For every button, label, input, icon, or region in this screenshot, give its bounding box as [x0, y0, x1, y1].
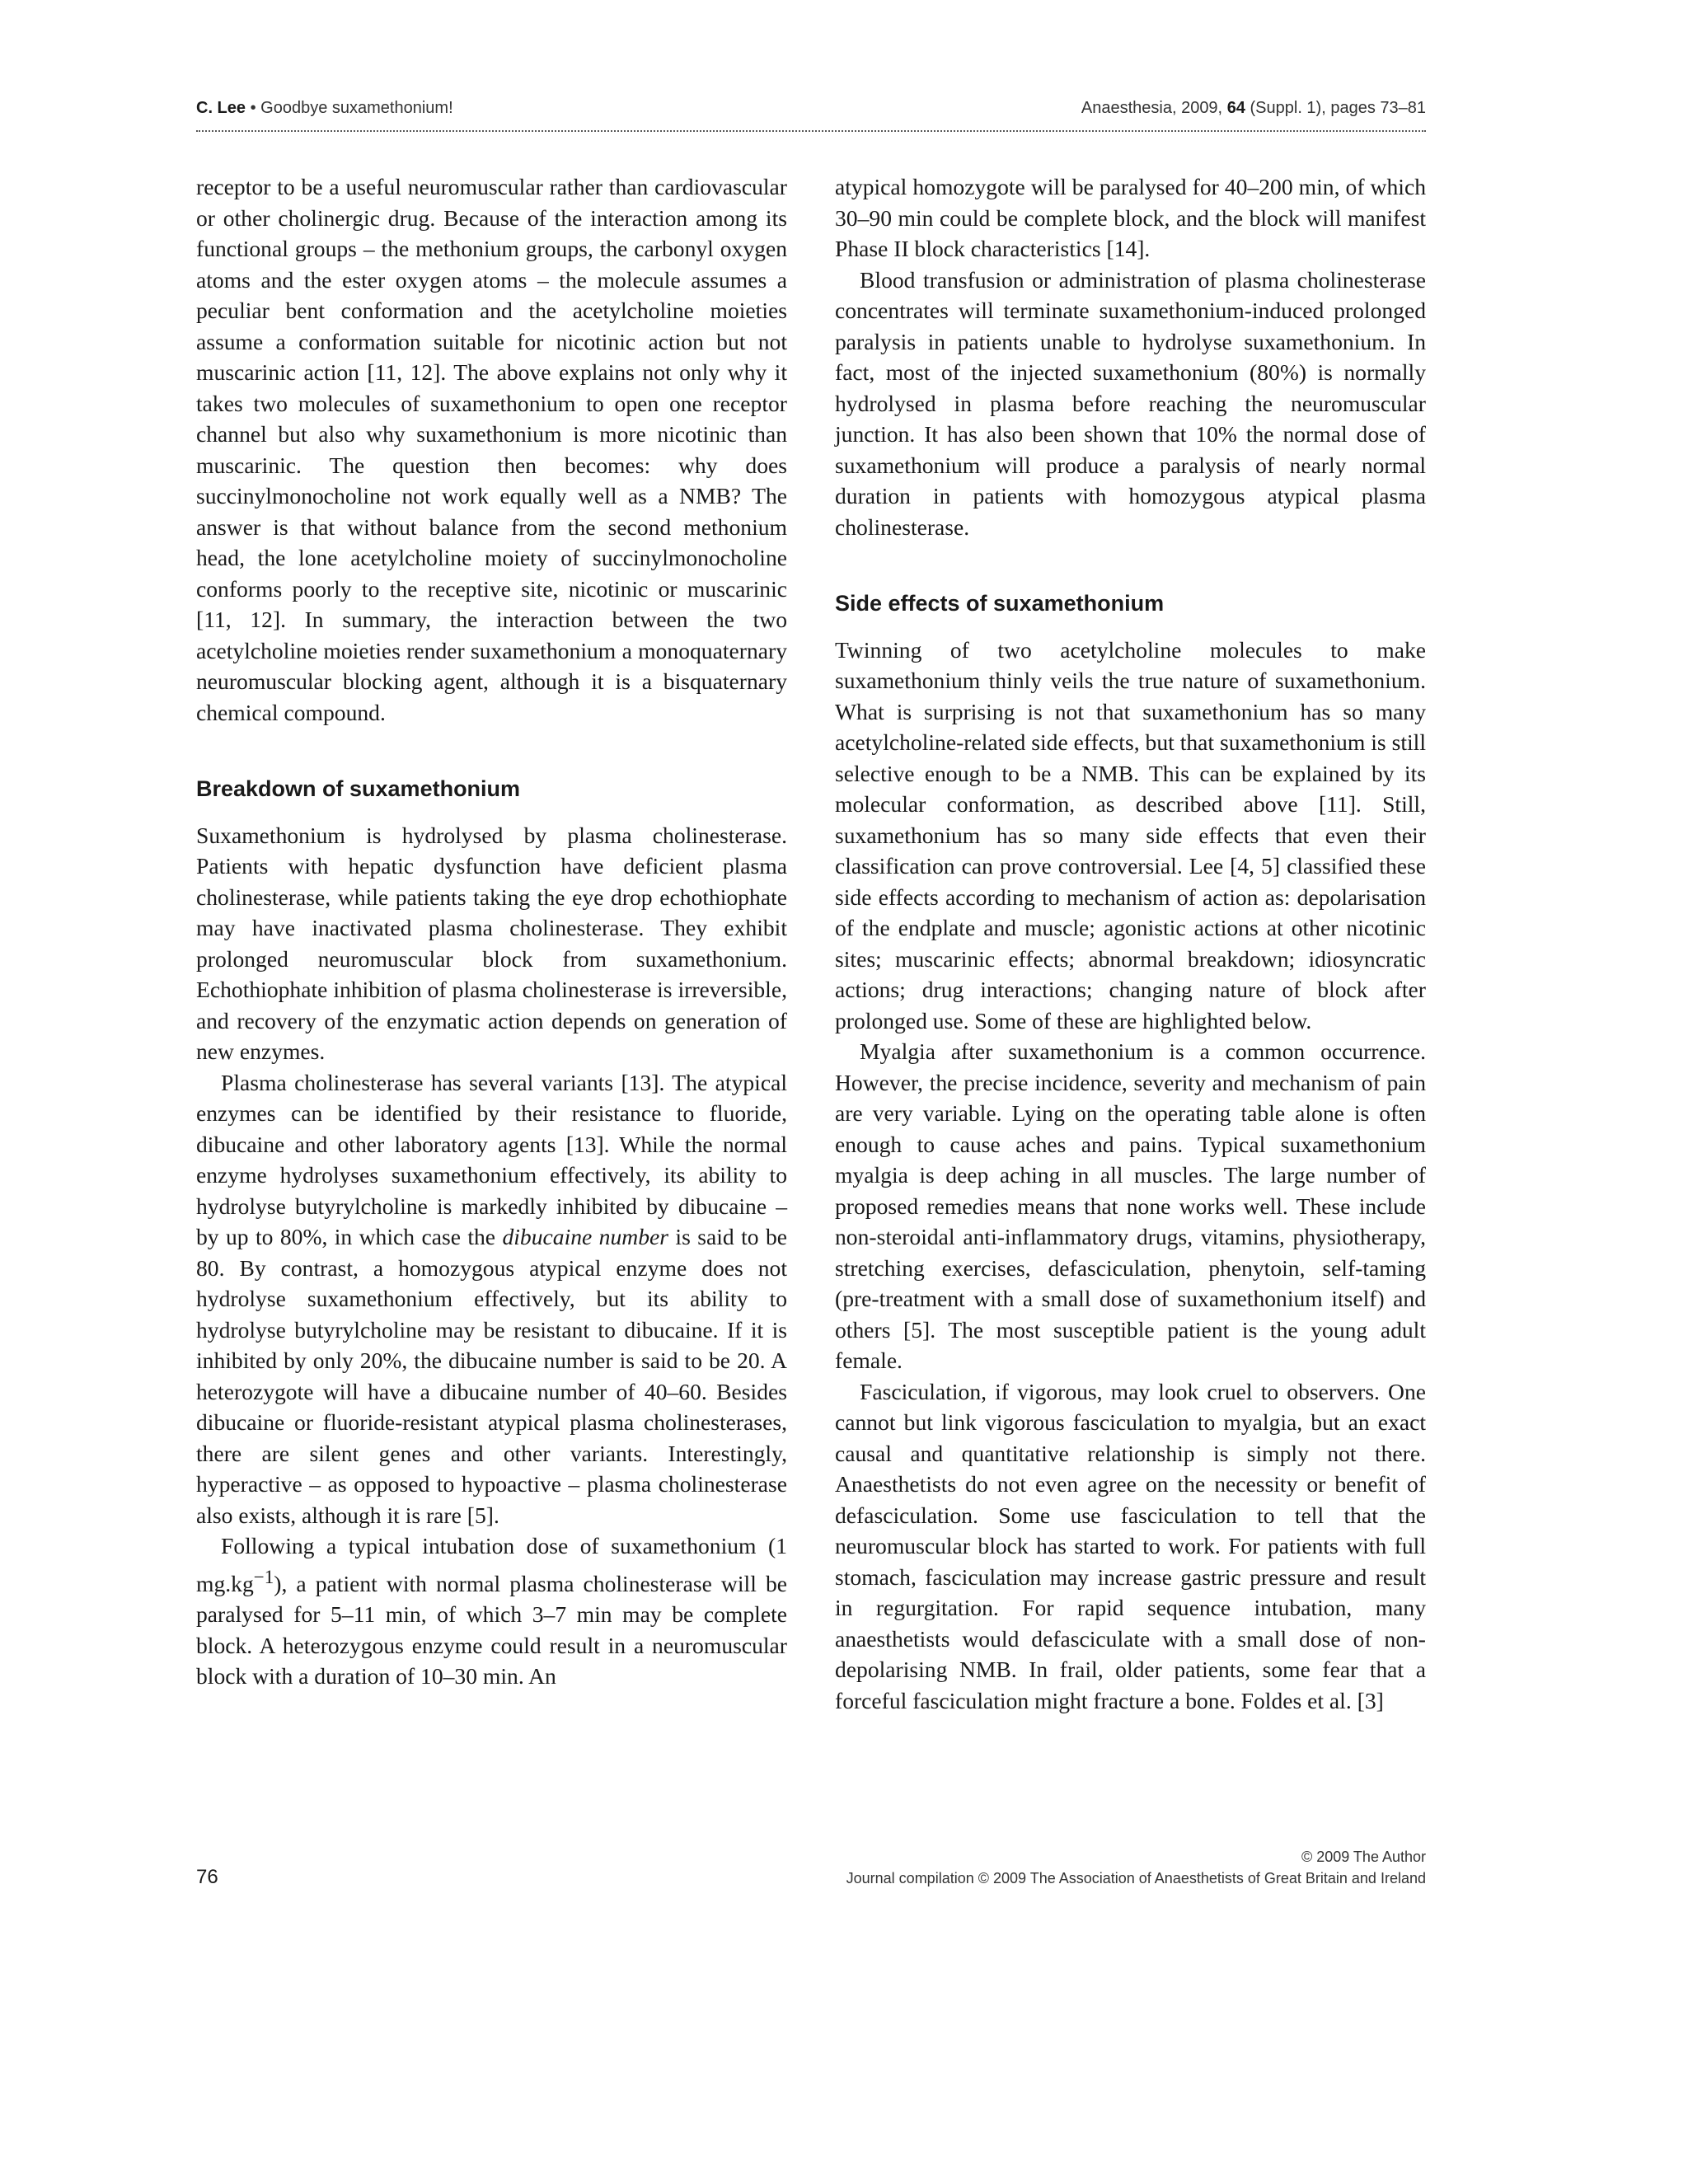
- section-heading-breakdown: Breakdown of suxamethonium: [196, 776, 521, 801]
- right-paragraph-5: Fasciculation, if vigorous, may look cruel to observers. One cannot but link vigorous fasciculation to myalgia, but an exact causal and quantitative relationship is simply not there. Anaesthetists do not even agree on the necessity or benefit of defasciculation. Some use fasciculation to tell that the neuromuscular block has started to work. For patients with full stomach, fasciculation may increase gastric pressure and result in regurgitation. For rapid sequence intubation, many anaesthetists would defasciculate with a small dose of non-depolarising NMB. In frail, older patients, some fear that a forceful fasciculation might fracture a bone. Foldes et al. [3]: [835, 1378, 1426, 1713]
- left-paragraph-1: receptor to be a useful neuromuscular rather than cardiovascular or other cholinergic drug. Because of the interaction among its functional groups – the methonium groups, the carbonyl oxygen atoms and the ester oxygen atoms – the molecule assumes a peculiar bent conformation and the acetylcholine moieties assume a conformation suitable for nicotinic action but not muscarinic action [11, 12]. The above explains not only why it takes two molecules of suxamethonium to open one receptor channel but also why suxamethonium is more nicotinic than muscarinic. The question then becomes: why does succinylmonocholine not work equally well as a NMB? The answer is that without balance from the second methonium head, the lone acetylcholine moiety of succinylmonocholine conforms poorly to the receptive site, nicotinic or muscarinic [11, 12]. In summary, the interaction between the two acetylcholine moieties render suxamethonium a monoquaternary neuromuscular blocking agent, although it is a bisquaternary chemical compound.: [196, 174, 787, 725]
- header-author: C. Lee: [196, 99, 246, 117]
- left-paragraph-4: [196, 1530, 787, 1692]
- right-paragraph-1: atypical homozygote will be paralysed for 40–200 min, of which 30–90 min could be complete block, and the block will manifest Phase II block characteristics [14].: [835, 174, 1426, 261]
- header-journal: Anaesthesia, 2009,: [1081, 99, 1223, 117]
- header-bullet: •: [250, 99, 256, 117]
- header-left: [196, 99, 453, 118]
- running-header: [196, 99, 1426, 132]
- header-divider: [196, 130, 1426, 132]
- p3-emphasis: dibucaine number: [502, 1224, 668, 1249]
- copyright-line-1: © 2009 The Author: [1301, 1849, 1426, 1865]
- copyright-notice: [846, 1846, 1426, 1889]
- left-column: [196, 171, 787, 1692]
- header-right: [1081, 99, 1426, 118]
- p4-superscript: −1: [253, 1566, 274, 1587]
- right-paragraph-2: Blood transfusion or administration of plasma cholinesterase concentrates will terminate suxamethonium-induced prolonged paralysis in patients unable to hydrolyse suxamethonium. In fact, most of the injected suxamethonium (80%) is normally hydrolysed in plasma before reaching the neuromuscular junction. It has also been shown that 10% the normal dose of suxamethonium will produce a paralysis of nearly normal duration in patients with homozygous atypical plasma cholinesterase.: [835, 266, 1426, 540]
- right-column: [835, 171, 1426, 1716]
- p4-text-b: ), a patient with normal plasma cholinesterase will be paralysed for 5–11 min, of which 3–7 min may be complete block. A heterozygous enzyme could result in a neuromuscular block with a duration of 10–30 min. An: [196, 1570, 787, 1690]
- copyright-line-2: Journal compilation © 2009 The Association of Anaesthetists of Great Britain and Ireland: [846, 1870, 1426, 1886]
- left-paragraph-2: Suxamethonium is hydrolysed by plasma cholinesterase. Patients with hepatic dysfunction have deficient plasma cholinesterase, while patients taking the eye drop echothiophate may have inactivated plasma cholinesterase. They exhibit prolonged neuromuscular block from suxamethonium. Echothiophate inhibition of plasma cholinesterase is irreversible, and recovery of the enzymatic action depends on generation of new enzymes.: [196, 822, 787, 1064]
- header-article-title: Goodbye suxamethonium!: [260, 99, 453, 117]
- header-pages: (Suppl. 1), pages 73–81: [1250, 99, 1426, 117]
- right-paragraph-4: Myalgia after suxamethonium is a common occurrence. However, the precise incidence, severity and mechanism of pain are very variable. Lying on the operating table alone is often enough to cause aches and pains. Typical suxamethonium myalgia is deep aching in all muscles. The large number of proposed remedies means that none works well. These include non-steroidal anti-inflammatory drugs, vitamins, physiotherapy, stretching exercises, defasciculation, phenytoin, self-taming (pre-treatment with a small dose of suxamethonium itself) and others [5]. The most susceptible patient is the young adult female.: [835, 1038, 1426, 1373]
- p4-text-a: Following a typical intubation dose of suxamethonium (1 mg.kg: [196, 1533, 787, 1596]
- section-heading-side-effects: Side effects of suxamethonium: [835, 591, 1165, 616]
- header-volume: 64: [1226, 99, 1245, 117]
- p3-text-a: Plasma cholinesterase has several variants [13]. The atypical enzymes can be identified by their resistance to fluoride, dibucaine and other laboratory agents [13]. While the normal enzyme hydrolyses suxamethonium effectively, its ability to hydrolyse butyrylcholine is markedly inhibited by dibucaine – by up to 80%, in which case the: [196, 1069, 787, 1249]
- right-paragraph-3: Twinning of two acetylcholine molecules to make suxamethonium thinly veils the true nature of suxamethonium. What is surprising is not that suxamethonium has so many acetylcholine-related side effects, but that suxamethonium is still selective enough to be a NMB. This can be explained by its molecular conformation, as described above [11]. Still, suxamethonium has so many side effects that even their classification can prove controversial. Lee [4, 5] classified these side effects according to mechanism of action as: depolarisation of the endplate and muscle; agonistic actions at other nicotinic sites; muscarinic effects; abnormal breakdown; idiosyncratic actions; drug interactions; changing nature of block after prolonged use. Some of these are highlighted below.: [835, 636, 1426, 1033]
- page-number: 76: [196, 1866, 218, 1888]
- left-paragraph-3: [196, 1067, 787, 1531]
- p3-text-b: is said to be 80. By contrast, a homozygous atypical enzyme does not hydrolyse suxamethonium effectively, but its ability to hydrolyse butyrylcholine may be resistant to dibucaine. If it is inhibited by only 20%, the dibucaine number is said to be 20. A heterozygote will have a dibucaine number of 40–60. Besides dibucaine or fluoride-resistant atypical plasma cholinesterases, there are silent genes and other variants. Interestingly, hyperactive – as opposed to hypoactive – plasma cholinesterase also exists, although it is rare [5].: [196, 1224, 787, 1528]
